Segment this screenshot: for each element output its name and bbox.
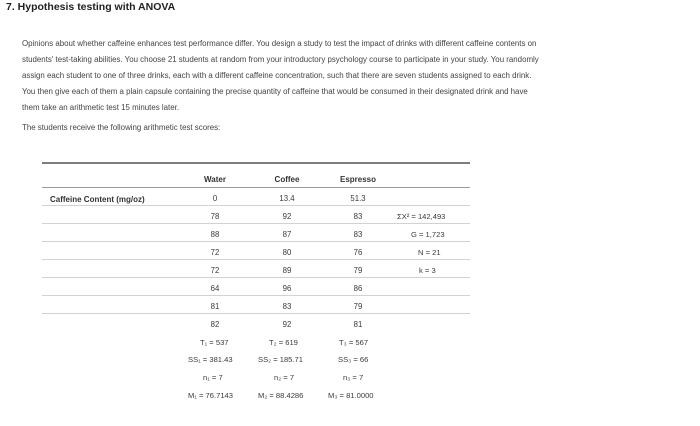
score-cell: 89 xyxy=(282,266,292,275)
score-cell: 72 xyxy=(210,266,220,275)
scores-table xyxy=(42,162,470,410)
summary-total-n: N = 21 xyxy=(418,248,441,257)
score-cell: 87 xyxy=(282,230,292,239)
header-espresso: Espresso xyxy=(339,175,377,184)
score-cell: 83 xyxy=(282,302,292,311)
mean-water: M₁ = 76.7143 xyxy=(188,391,233,400)
score-cell: 80 xyxy=(282,248,292,257)
row-divider xyxy=(42,223,470,224)
score-cell: 79 xyxy=(353,302,363,311)
caffeine-espresso: 51.3 xyxy=(350,194,366,203)
header-divider xyxy=(42,187,470,188)
mean-coffee: M₂ = 88.4286 xyxy=(258,391,304,400)
description-line: students' test-taking abilities. You choose 21 students at random from your introductory psychology course to participate in your study. You randomly xyxy=(22,55,539,64)
description-line: them take an arithmetic test 15 minutes later. xyxy=(22,103,180,112)
score-cell: 83 xyxy=(353,230,363,239)
score-cell: 92 xyxy=(282,320,292,329)
score-cell: 78 xyxy=(210,212,220,221)
total-espresso: T₃ = 567 xyxy=(339,338,369,347)
row-divider xyxy=(42,241,470,242)
summary-sum-x-squared: ΣX² = 142,493 xyxy=(397,212,446,221)
table-top-border xyxy=(42,162,470,164)
row-divider xyxy=(42,277,470,278)
caffeine-row-label: Caffeine Content (mg/oz) xyxy=(50,195,145,204)
description-line: You then give each of them a plain capsule containing the precise quantity of caffeine that would be consumed in their designated drink and have xyxy=(22,87,528,96)
mean-espresso: M₃ = 81.0000 xyxy=(328,391,374,400)
ss-coffee: SS₂ = 185.71 xyxy=(258,355,303,364)
caffeine-coffee: 13.4 xyxy=(279,194,295,203)
ss-water: SS₁ = 381.43 xyxy=(188,355,233,364)
score-cell: 96 xyxy=(282,284,292,293)
score-cell: 76 xyxy=(353,248,363,257)
n-espresso: n₃ = 7 xyxy=(343,373,364,382)
score-cell: 64 xyxy=(210,284,220,293)
header-coffee: Coffee xyxy=(274,175,300,184)
row-divider xyxy=(42,295,470,296)
score-cell: 81 xyxy=(353,320,363,329)
summary-k: k = 3 xyxy=(419,266,436,275)
ss-espresso: SS₃ = 66 xyxy=(338,355,369,364)
score-cell: 83 xyxy=(353,212,363,221)
row-divider xyxy=(42,313,470,314)
n-coffee: n₂ = 7 xyxy=(274,373,295,382)
score-cell: 81 xyxy=(210,302,220,311)
description-line: Opinions about whether caffeine enhances test performance differ. You design a study to test the impact of drinks with different caffeine contents on xyxy=(22,39,537,48)
n-water: n₁ = 7 xyxy=(203,373,223,382)
page-title: 7. Hypothesis testing with ANOVA xyxy=(6,1,176,13)
score-cell: 72 xyxy=(210,248,220,257)
scores-prompt: The students receive the following arithmetic test scores: xyxy=(22,123,221,132)
description-line: assign each student to one of three drinks, each with a different caffeine concentration, such that there are seven students assigned to each drink. xyxy=(22,71,532,80)
summary-grand-total: G = 1,723 xyxy=(411,230,445,239)
caffeine-water: 0 xyxy=(212,194,218,203)
score-cell: 79 xyxy=(353,266,363,275)
row-divider xyxy=(42,259,470,260)
score-cell: 92 xyxy=(282,212,292,221)
score-cell: 82 xyxy=(210,320,220,329)
total-water: T₁ = 537 xyxy=(200,338,229,347)
score-cell: 86 xyxy=(353,284,363,293)
problem-description xyxy=(22,36,672,116)
header-water: Water xyxy=(204,175,226,184)
total-coffee: T₂ = 619 xyxy=(269,338,298,347)
score-cell: 88 xyxy=(210,230,220,239)
row-divider xyxy=(42,205,470,206)
